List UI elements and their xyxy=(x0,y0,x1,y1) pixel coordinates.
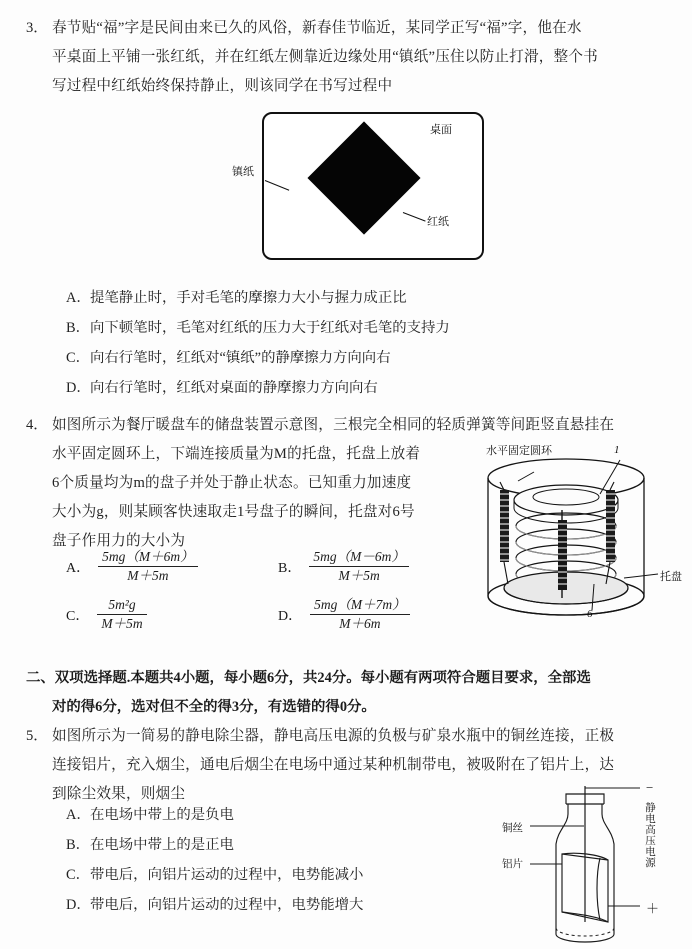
option-d-label: D． xyxy=(66,380,91,396)
option-c-label: C． xyxy=(66,867,90,883)
question-4-option-c xyxy=(66,598,278,633)
question-3-line-2: 平桌面上平铺一张红纸，并在红纸左侧靠近边缘处用“镇纸”压住以防止打滑，整个书 xyxy=(52,49,598,65)
section-2-line-1: 二、双项选择题.本题共4小题，每小题6分，共24分。每小题有两项符合题目要求，全部选 xyxy=(26,670,591,686)
option-d-denominator: M＋6m xyxy=(339,615,381,631)
option-c-text: 向右行笔时，红纸对“镇纸”的静摩擦力方向向右 xyxy=(90,350,391,366)
question-5-option-b xyxy=(26,830,496,860)
option-a-fraction xyxy=(98,549,198,584)
label-plate-1: 1 xyxy=(614,444,620,456)
option-c-fraction xyxy=(97,597,146,632)
question-4-options-row-2 xyxy=(66,598,536,633)
desk-red-paper-figure xyxy=(232,112,486,262)
option-a-label: A． xyxy=(66,807,91,823)
question-4-line-1: 如图所示为餐厅暖盘车的储盘装置示意图，三根完全相同的轻质弹簧等间距竖直悬挂在 xyxy=(52,417,615,433)
question-4-line-3: 6个质量均为m的盘子并处于静止状态。已知重力加速度 xyxy=(52,475,412,491)
option-d-text: 向右行笔时，红纸对桌面的静摩擦力方向向右 xyxy=(90,380,378,396)
question-3-option-a xyxy=(26,283,674,313)
option-d-text: 带电后，向铝片运动的过程中，电势能增大 xyxy=(90,897,364,913)
option-a-text: 提笔静止时，手对毛笔的摩擦力大小与握力成正比 xyxy=(90,290,407,306)
label-tray: 托盘 xyxy=(660,571,682,583)
label-positive-terminal: ＋ xyxy=(646,901,660,916)
label-red-paper: 红纸 xyxy=(427,216,449,228)
question-5-line-2: 连接铝片，充入烟尘，通电后烟尘在电场中通过某种机制带电，被吸附在了铝片上，达 xyxy=(52,757,615,773)
option-d-fraction xyxy=(310,597,410,632)
label-aluminum-sheet: 铝片 xyxy=(502,859,523,870)
question-4-line-4: 大小为g，则某顾客快速取走1号盘子的瞬间，托盘对6号 xyxy=(52,504,415,520)
option-b-label: B． xyxy=(66,320,90,336)
question-4-line-5: 盘子作用力的大小为 xyxy=(52,533,186,549)
question-4-option-b xyxy=(278,550,409,585)
label-fixed-ring: 水平固定圆环 xyxy=(486,445,552,457)
question-3-line-3: 写过程中红纸始终保持静止，则该同学在书写过程中 xyxy=(52,78,393,94)
question-3-options xyxy=(26,283,674,403)
question-3-line-1: 春节贴“福”字是民间由来已久的风俗，新春佳节临近，某同学正写“福”字，他在水 xyxy=(52,20,582,36)
option-a-label: A． xyxy=(66,290,91,306)
precipitator-svg xyxy=(500,782,692,948)
question-4-line-2: 水平固定圆环上，下端连接质量为M的托盘，托盘上放着 xyxy=(52,446,421,462)
question-5-option-c xyxy=(26,860,496,890)
section-2-heading xyxy=(26,664,674,722)
option-c-numerator: 5m²g xyxy=(97,597,146,615)
question-5-line-1: 如图所示为一简易的静电除尘器，静电高压电源的负极与矿泉水瓶中的铜丝连接，正极 xyxy=(52,728,615,744)
question-5-line-3: 到除尘效果，则烟尘 xyxy=(52,786,186,802)
label-copper-wire: 铜丝 xyxy=(502,823,523,834)
option-d-numerator: 5mg（M＋7m） xyxy=(310,597,410,615)
option-a-denominator: M＋5m xyxy=(127,567,169,583)
question-3-number: 3． xyxy=(26,20,48,36)
option-a-numerator: 5mg（M＋6m） xyxy=(98,549,198,567)
spring-center xyxy=(558,510,567,598)
label-negative-terminal: − xyxy=(646,780,654,795)
question-5-option-d xyxy=(26,890,496,920)
option-b-text: 在电场中带上的是正电 xyxy=(90,837,234,853)
question-3-option-d xyxy=(26,373,674,403)
question-3-option-c xyxy=(26,343,674,373)
question-4-number: 4． xyxy=(26,417,48,433)
leader-ring xyxy=(518,472,534,481)
section-2-line-2: 对的得6分，选对但不全的得3分，有选错的得0分。 xyxy=(52,699,376,715)
option-b-numerator: 5mg（M－6m） xyxy=(309,549,409,567)
question-3-option-b xyxy=(26,313,674,343)
question-5-options xyxy=(26,800,496,920)
option-b-label: B． xyxy=(66,837,90,853)
question-5-number: 5． xyxy=(26,728,48,744)
option-d-label: D． xyxy=(278,609,303,625)
option-c-label: C． xyxy=(66,350,90,366)
option-a-text: 在电场中带上的是负电 xyxy=(90,807,234,823)
option-c-label: C． xyxy=(66,609,90,625)
question-5-option-a xyxy=(26,800,496,830)
option-b-fraction xyxy=(309,549,409,584)
question-3 xyxy=(26,14,674,101)
label-hv-power-source: 静电高压电源 xyxy=(644,802,655,868)
question-4-option-d xyxy=(278,598,410,633)
label-plate-6: 6 xyxy=(587,608,593,620)
leader-tray xyxy=(624,574,658,578)
option-c-text: 带电后，向铝片运动的过程中，电势能减小 xyxy=(90,867,364,883)
option-b-label: B． xyxy=(278,561,302,577)
option-a-label: A． xyxy=(66,561,91,577)
question-4-option-a xyxy=(66,550,278,585)
option-d-label: D． xyxy=(66,897,91,913)
label-desk-surface: 桌面 xyxy=(430,124,452,136)
question-4-options-row-1 xyxy=(66,550,536,585)
option-c-denominator: M＋5m xyxy=(101,615,143,631)
spring-right xyxy=(606,482,615,584)
option-b-text: 向下顿笔时，毛笔对红纸的压力大于红纸对毛笔的支持力 xyxy=(90,320,450,336)
option-b-denominator: M＋5m xyxy=(338,567,380,583)
electrostatic-precipitator-figure xyxy=(500,782,692,948)
label-paperweight: 镇纸 xyxy=(232,166,254,178)
